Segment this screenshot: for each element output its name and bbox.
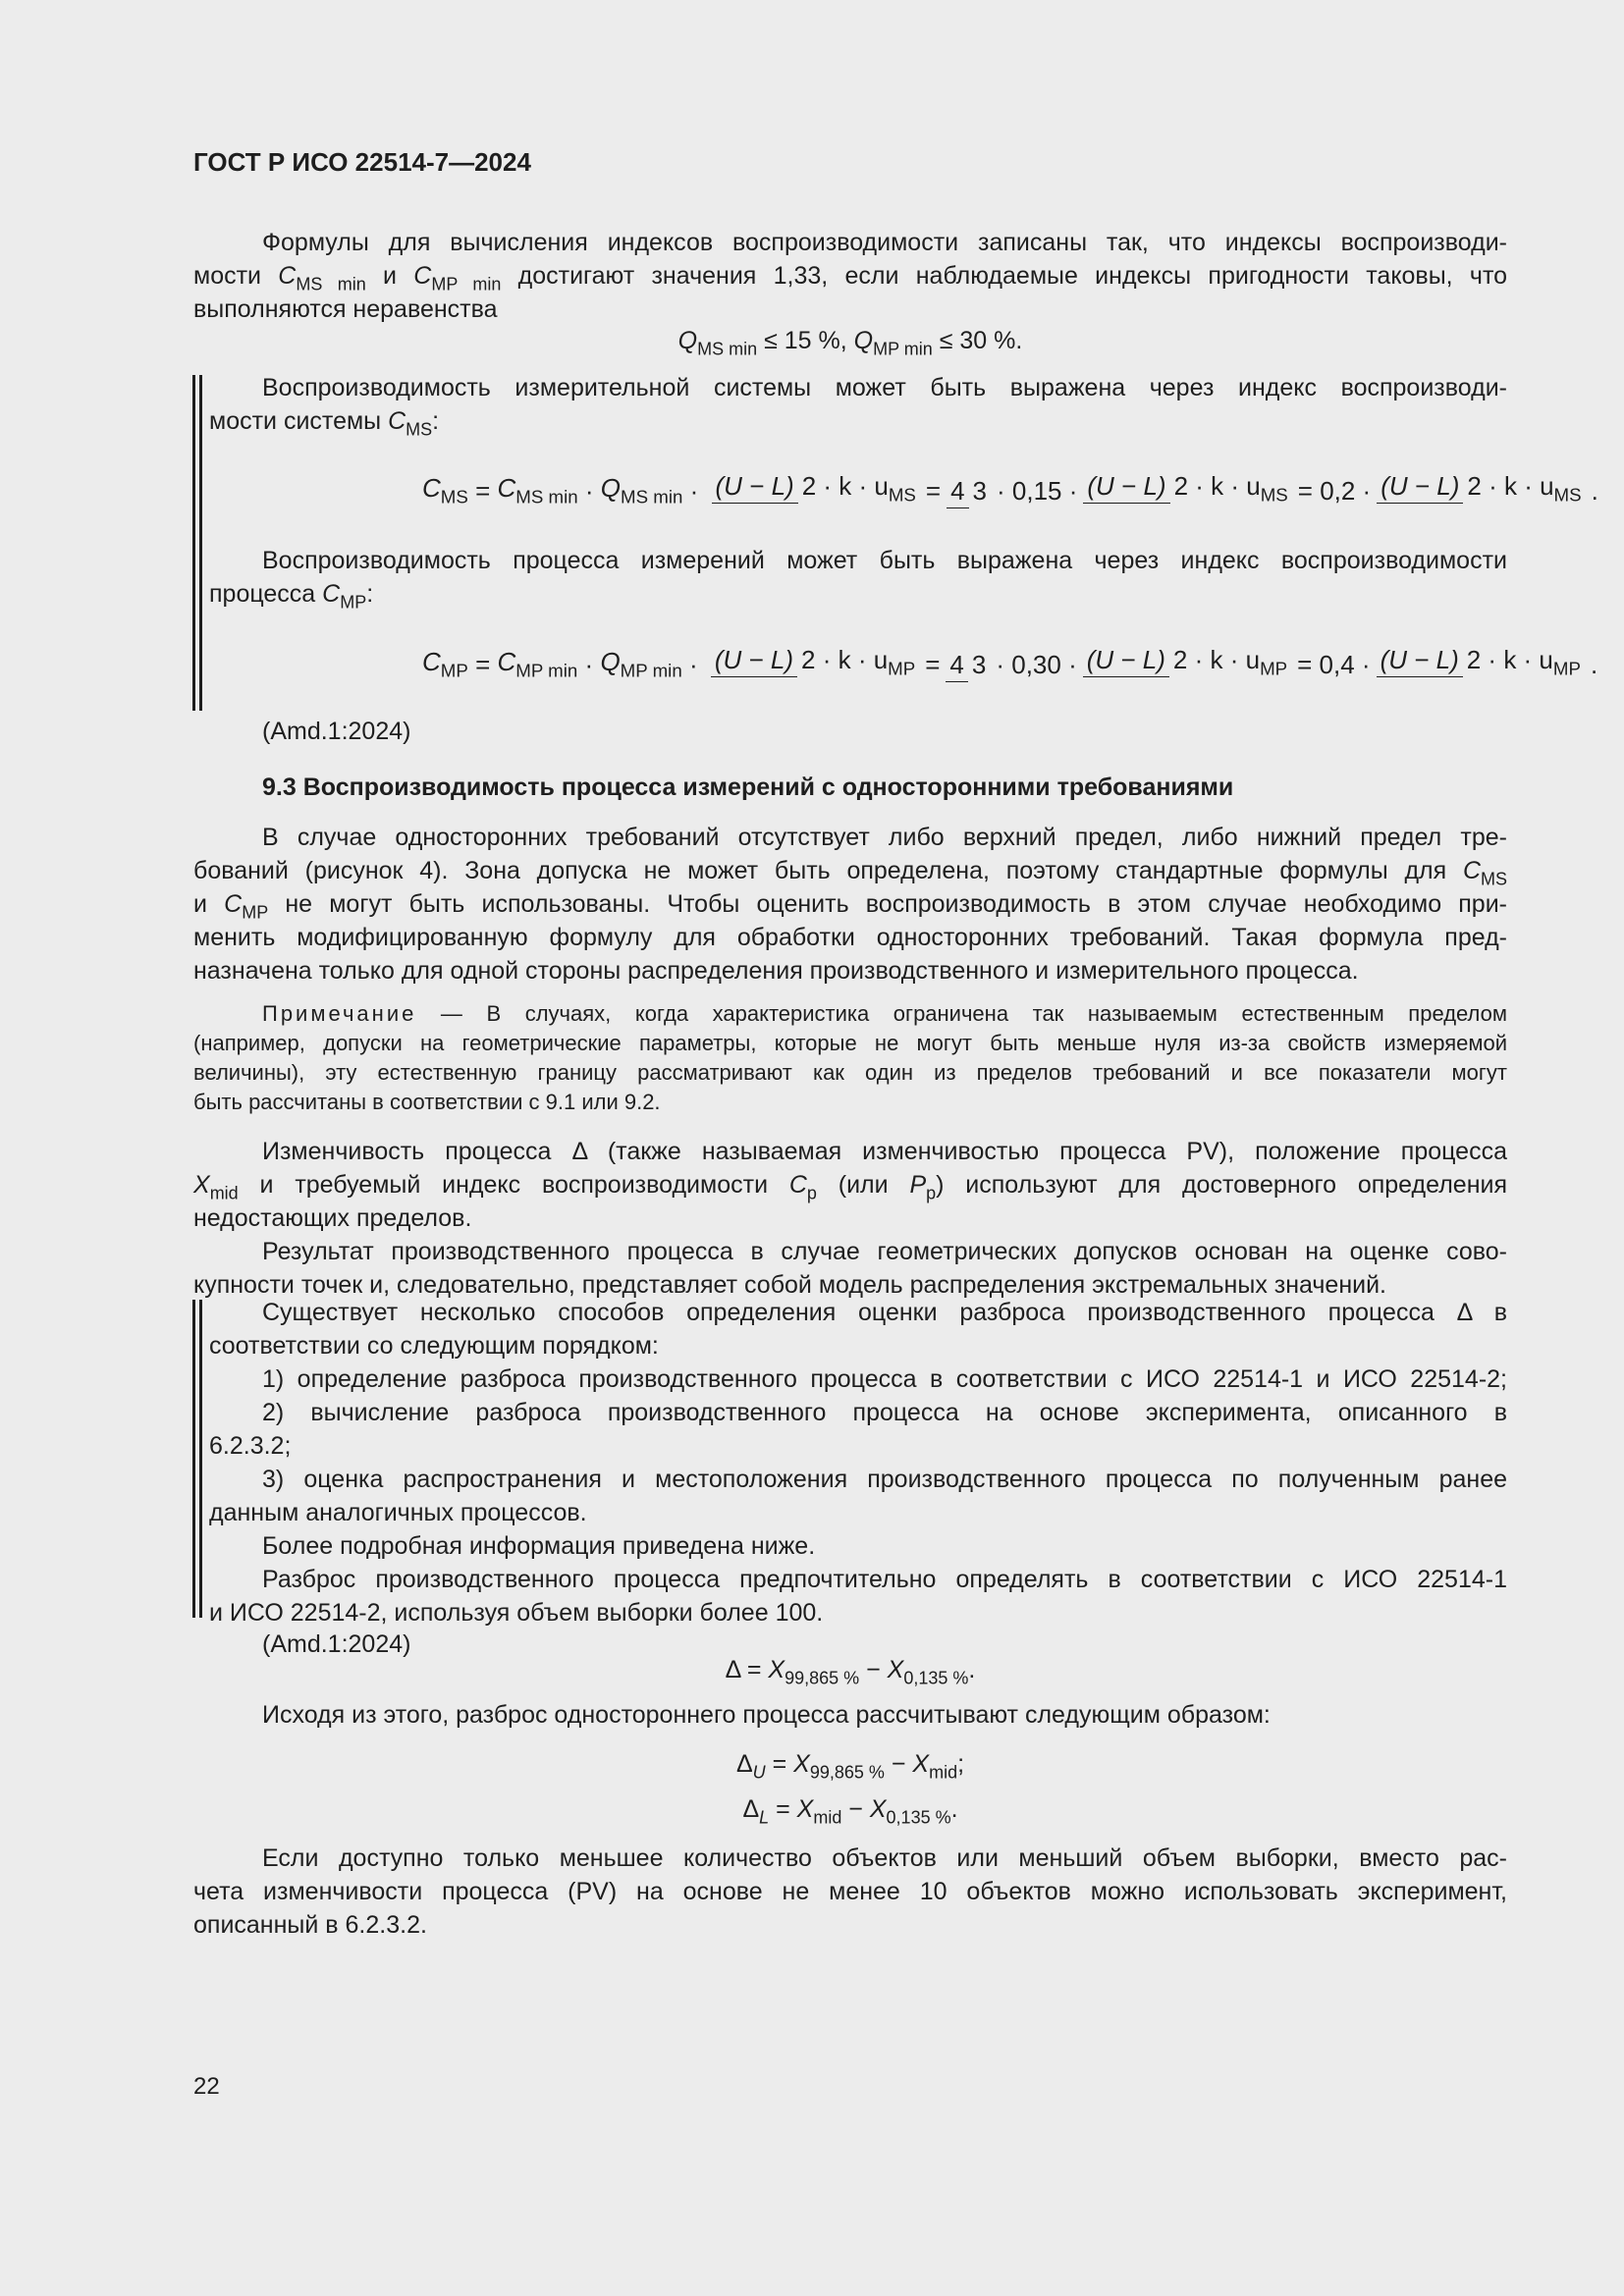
paragraph-line: $X_{mid}$ и требуемый индекс воспроизводимости $C_p$ (или $P_p$) используют для достоверного определения bbox=[193, 1171, 1507, 1203]
paragraph-line: соответствии со следующим порядком: bbox=[209, 1332, 659, 1360]
section-heading: 9.3 Воспроизводимость процесса измерений с односторонними требованиями bbox=[262, 774, 1234, 801]
paragraph-line: чета изменчивости процесса (PV) на основе не менее 10 объектов можно использовать эксперимент, bbox=[193, 1878, 1507, 1905]
amendment-note: (Amd.1:2024) bbox=[262, 1630, 411, 1658]
paragraph-line: Если доступно только меньшее количество объектов или меньший объем выборки, вместо рас- bbox=[262, 1844, 1507, 1872]
paragraph-line: мости системы $C_{MS}$: bbox=[209, 407, 440, 440]
paragraph-line: купности точек и, следовательно, представляет собой модель распределения экстремальных значений. bbox=[193, 1271, 1387, 1299]
amendment-bar bbox=[192, 1300, 195, 1618]
list-item: 6.2.3.2; bbox=[209, 1432, 292, 1460]
amendment-bar bbox=[199, 1300, 202, 1618]
paragraph-line: мости $C_{MS min}$ и $C_{MP min}$ достигают значения 1,33, если наблюдаемые индексы пригодности таковы, что bbox=[193, 262, 1508, 294]
paragraph-line: Воспроизводимость процесса измерений может быть выражена через индекс воспроизводимости bbox=[262, 547, 1507, 574]
paragraph-line: Воспроизводимость измерительной системы может быть выражена через индекс воспроизводи- bbox=[262, 374, 1507, 401]
paragraph-line: В случае односторонних требований отсутствует либо верхний предел, либо нижний предел тре- bbox=[262, 824, 1507, 851]
note-line: (например, допуски на геометрические параметры, которые не могут быть меньше нуля из-за свойств измеряемой bbox=[193, 1031, 1507, 1055]
paragraph-line: назначена только для одной стороны распределения производственного и измерительного процесса. bbox=[193, 957, 1359, 985]
note-line: быть рассчитаны в соответствии с 9.1 или 9.2. bbox=[193, 1090, 661, 1114]
list-item: данным аналогичных процессов. bbox=[209, 1499, 587, 1526]
page-number: 22 bbox=[193, 2073, 220, 2100]
paragraph-line: и ИСО 22514-2, используя объем выборки более 100. bbox=[209, 1599, 824, 1627]
paragraph-line: и $C_{MP}$ не могут быть использованы. Чтобы оценить воспроизводимость в этом случае необходимо при- bbox=[193, 890, 1507, 923]
document-header: ГОСТ Р ИСО 22514-7—2024 bbox=[193, 147, 531, 177]
paragraph-line: менить модифицированную формулу для обработки односторонних требований. Такая формула пред- bbox=[193, 924, 1507, 951]
list-item: 2) вычисление разброса производственного процесса на основе эксперимента, описанного в bbox=[262, 1399, 1507, 1426]
paragraph-line: процесса $C_{MP}$: bbox=[209, 580, 374, 613]
paragraph-line: Изменчивость процесса Δ (также называемая изменчивостью процесса PV), положение процесса bbox=[262, 1138, 1507, 1165]
amendment-note: (Amd.1:2024) bbox=[262, 718, 411, 745]
paragraph-line: Формулы для вычисления индексов воспроизводимости записаны так, что индексы воспроизводи- bbox=[262, 229, 1507, 256]
paragraph-line: Результат производственного процесса в случае геометрических допусков основан на оценке сово- bbox=[262, 1238, 1507, 1265]
list-item: 1) определение разброса производственного процесса в соответствии с ИСО 22514-1 и ИСО 22514-2; bbox=[262, 1365, 1507, 1393]
list-item: 3) оценка распространения и местоположения производственного процесса по полученным ранее bbox=[262, 1466, 1507, 1493]
paragraph-line: Существует несколько способов определения оценки разброса производственного процесса Δ в bbox=[262, 1299, 1507, 1326]
inequality-formula: $Q_{MS min} \le 15$ %, $Q_{MP min} \le 30$ %. bbox=[677, 327, 1023, 359]
amendment-bar bbox=[192, 375, 195, 711]
paragraph-line: недостающих пределов. bbox=[193, 1204, 472, 1232]
paragraph-line: Более подробная информация приведена ниже. bbox=[262, 1532, 816, 1560]
paragraph-line: бований (рисунок 4). Зона допуска не может быть определена, поэтому стандартные формулы для $C_{MS}$ bbox=[193, 857, 1507, 889]
paragraph-line: выполняются неравенства bbox=[193, 295, 498, 323]
paragraph-line: Разброс производственного процесса предпочтительно определять в соответствии с ИСО 22514-1 bbox=[262, 1566, 1507, 1593]
formula-cms: $C_{MS}$ = $C_{MS min}$ · $Q_{MS min}$ · (U − L) $2 \cdot k \cdot u_{MS}$ = 4 3 · 0,15 · (U − L) $2 \cdot k \cdot u_{MS}$ = 0,2 · (U − L) $2 \cdot k \cdot u_{MS}$ . bbox=[422, 471, 1598, 507]
formula-delta: $\Delta = X_{99,865 \%} - X_{0,135 \%}$. bbox=[725, 1656, 976, 1688]
formula-cmp: $C_{MP}$ = $C_{MP min}$ · $Q_{MP min}$ · (U − L) $2 \cdot k \cdot u_{MP}$ = 4 3 · 0,30 · (U − L) $2 \cdot k \cdot u_{MP}$ = 0,4 · (U − L) $2 \cdot k \cdot u_{MP}$ . bbox=[422, 645, 1598, 681]
formula-delta-u: $\Delta_U = X_{99,865 \%} - X_{mid}$; bbox=[735, 1750, 965, 1783]
amendment-bar bbox=[199, 375, 202, 711]
paragraph-line: Исходя из этого, разброс одностороннего процесса рассчитывают следующим образом: bbox=[262, 1701, 1271, 1729]
note-line: величины), эту естественную границу рассматривают как один из пределов требований и все показатели могут bbox=[193, 1060, 1507, 1085]
formula-delta-l: $\Delta_L = X_{mid} - X_{0,135 \%}$. bbox=[742, 1795, 958, 1828]
paragraph-line: описанный в 6.2.3.2. bbox=[193, 1911, 427, 1939]
note-line: Примечание — В случаях, когда характеристика ограничена так называемым естественным пределом bbox=[262, 1001, 1507, 1026]
